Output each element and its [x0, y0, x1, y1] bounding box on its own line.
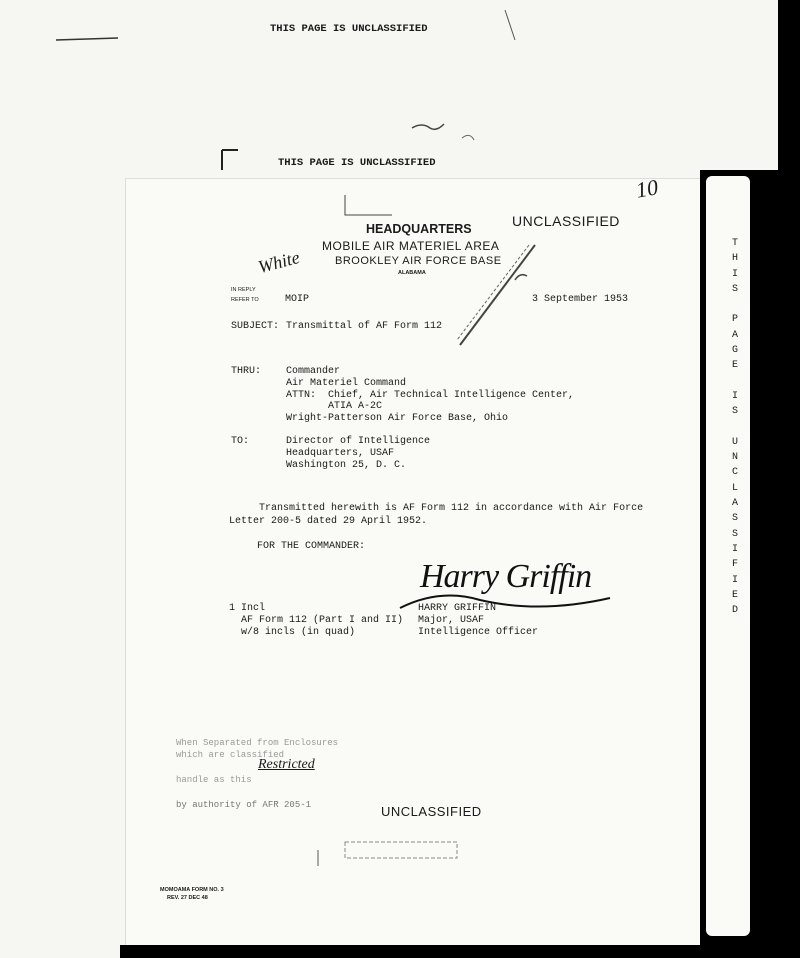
enclosure-line: AF Form 112 (Part I and II) — [229, 615, 404, 626]
to-label: TO: — [231, 436, 250, 447]
restricted-stamp-line: When Separated from Enclosures — [176, 738, 339, 748]
unclassified-stamp-bottom: UNCLASSIFIED — [381, 804, 482, 819]
reply-code: MOIP — [285, 294, 310, 305]
restricted-stamp-line: handle as this — [176, 775, 252, 785]
handwritten-page-number: 10 — [633, 174, 660, 203]
reply-label-2: REFER TO — [231, 297, 259, 303]
enclosure-line: w/8 incls (in quad) — [229, 627, 356, 638]
unclassified-stamp-top: UNCLASSIFIED — [512, 213, 620, 229]
closing: FOR THE COMMANDER: — [257, 541, 366, 552]
restricted-handwritten: Restricted — [258, 757, 315, 772]
subject-label: SUBJECT: — [231, 321, 280, 332]
thru-line: ATIA A-2C — [286, 401, 383, 412]
body-line: Transmitted herewith is AF Form 112 in accordance with Air Force — [229, 503, 644, 514]
reply-label-1: IN REPLY — [231, 287, 256, 293]
thru-line: Wright-Patterson Air Force Base, Ohio — [286, 413, 509, 424]
thru-line: Commander — [286, 366, 341, 377]
to-line: Headquarters, USAF — [286, 448, 395, 459]
margin-handwritten-signature: White — [255, 246, 302, 278]
signer-rank: Major, USAF — [418, 615, 485, 626]
signer-title: Intelligence Officer — [418, 627, 539, 638]
letterhead-base: BROOKLEY AIR FORCE BASE — [335, 255, 502, 267]
subject-text: Transmittal of AF Form 112 — [286, 321, 443, 332]
thru-line: Air Materiel Command — [286, 378, 407, 389]
letterhead-state: ALABAMA — [398, 270, 426, 276]
form-revision: REV. 27 DEC 48 — [167, 895, 208, 901]
to-line: Director of Intelligence — [286, 436, 431, 447]
restricted-stamp-line: which are classified — [176, 750, 285, 760]
letterhead-headquarters: HEADQUARTERS — [366, 222, 472, 236]
second-banner: THIS PAGE IS UNCLASSIFIED — [278, 157, 436, 169]
signer-name: HARRY GRIFFIN — [418, 603, 497, 614]
top-banner: THIS PAGE IS UNCLASSIFIED — [270, 23, 428, 35]
body-line: Letter 200-5 dated 29 April 1952. — [229, 516, 428, 527]
thru-line: ATTN: Chief, Air Technical Intelligence Center, — [286, 390, 575, 401]
letter-date: 3 September 1953 — [532, 294, 629, 305]
letterhead-area: MOBILE AIR MATERIEL AREA — [322, 239, 500, 253]
signature-flourish — [395, 580, 625, 620]
restricted-stamp-authority: by authority of AFR 205-1 — [176, 800, 312, 810]
enclosure-line: 1 Incl — [229, 603, 266, 614]
handwritten-signature: Harry Griffin — [420, 558, 592, 595]
thru-label: THRU: — [231, 366, 262, 377]
to-line: Washington 25, D. C. — [286, 460, 407, 471]
vertical-unclassified-text: T H I S P A G E I S U N C L A S S I F I E D — [731, 238, 738, 617]
form-id: MOMOAMA FORM NO. 3 — [160, 887, 224, 893]
